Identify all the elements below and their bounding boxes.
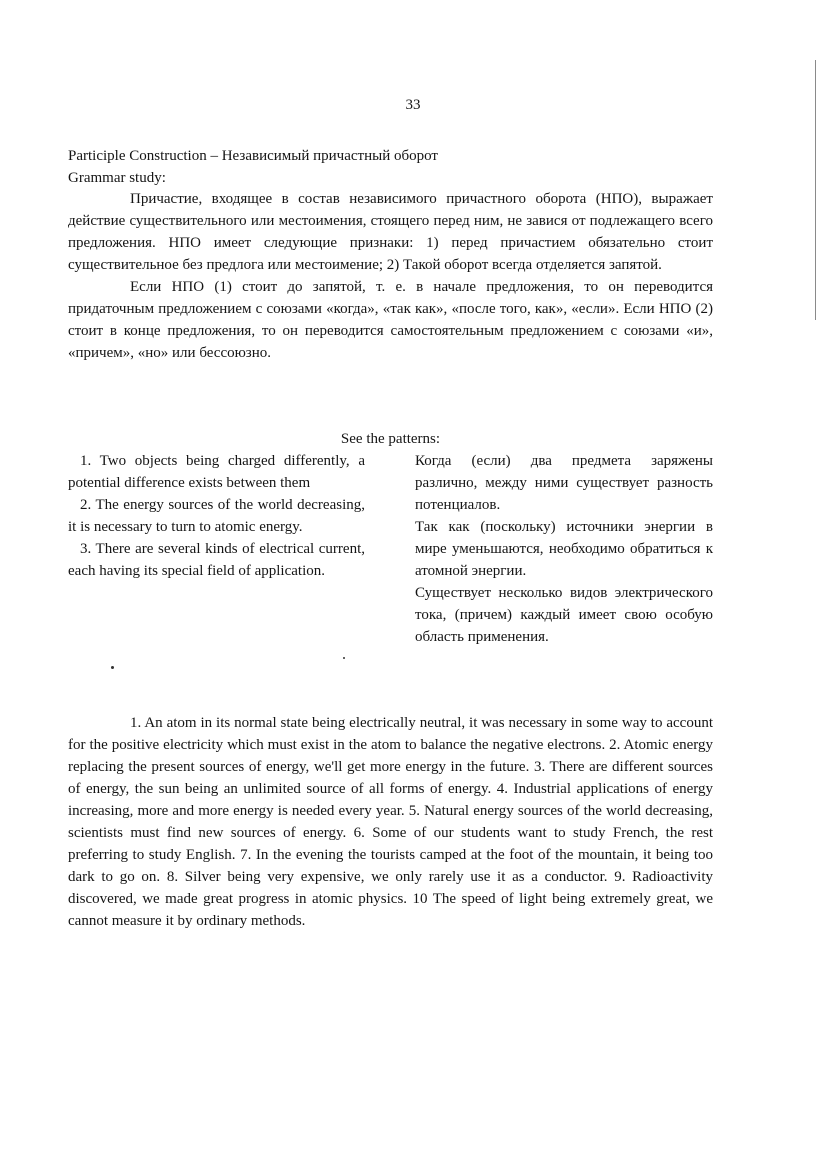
pattern-russian: Когда (если) два предмета заряжены различно, между ними существует разность потенциалов.	[415, 453, 713, 513]
pattern-russian: Так как (поскольку) источники энергии в мире уменьшаются, необходимо обратиться к атомной энергии.	[415, 519, 713, 579]
scan-speck	[111, 666, 114, 669]
exercise-text	[68, 712, 713, 932]
pattern-russian: Существует несколько видов электрического тока, (причем) каждый имеет свою особую область применения.	[415, 585, 713, 645]
patterns-russian-column	[415, 450, 713, 648]
pattern-english: 2. The energy sources of the world decreasing, it is necessary to turn to atomic energy.	[68, 497, 365, 535]
scan-edge-line	[815, 60, 816, 320]
section-heading	[68, 145, 713, 189]
explanation-paragraph: Если НПО (1) стоит до запятой, т. е. в начале предложения, то он переводится придаточным предложением с союзами «когда», «так как», «после того, как», «если». Если НПО (2) стоит в конце предложения, то он переводится самостоятельным предложением с союзами «и», «причем», «но» или бессоюзно.	[68, 279, 713, 361]
grammar-explanation	[68, 188, 713, 364]
section-subtitle: Grammar study:	[68, 170, 166, 186]
pattern-english: 3. There are several kinds of electrical current, each having its special field of application.	[68, 541, 365, 579]
pattern-english: 1. Two objects being charged differently, a potential difference exists between them	[68, 453, 365, 491]
scan-speck	[343, 657, 345, 659]
page-number: 33	[405, 97, 421, 113]
section-title: Participle Construction – Независимый причастный оборот	[68, 148, 438, 164]
exercise-paragraph: 1. An atom in its normal state being electrically neutral, it was necessary in some way to account for the positive electricity which must exist in the atom to balance the negative electrons. 2. Atomic energy replacing the present sources of energy, we'll get more energy in the future. 3. There are different sources of energy, the sun being an unlimited source of all forms of energy. 4. Industrial applications of energy increasing, more and more energy is needed every year. 5. Natural energy sources of the world decreasing, scientists must find new sources of energy. 6. Some of our students want to study French, the rest preferring to study English. 7. In the evening the tourists camped at the foot of the mountain, it being too dark to go on. 8. Silver being very expensive, we only rarely use it as a conductor. 9. Radioactivity discovered, we made great progress in atomic physics. 10 The speed of light being extremely great, we cannot measure it by ordinary methods.	[68, 715, 713, 929]
patterns-english-column	[68, 450, 365, 582]
patterns-title: See the patterns:	[340, 431, 441, 447]
explanation-paragraph: Причастие, входящее в состав независимого причастного оборота (НПО), выражает действие существительного или местоимения, стоящего перед ним, не завися от подлежащего всего предложения. НПО имеет следующие признаки: 1) перед причастием обязательно стоит существительное без предлога или местоимение; 2) Такой оборот всегда отделяется запятой.	[68, 191, 713, 273]
